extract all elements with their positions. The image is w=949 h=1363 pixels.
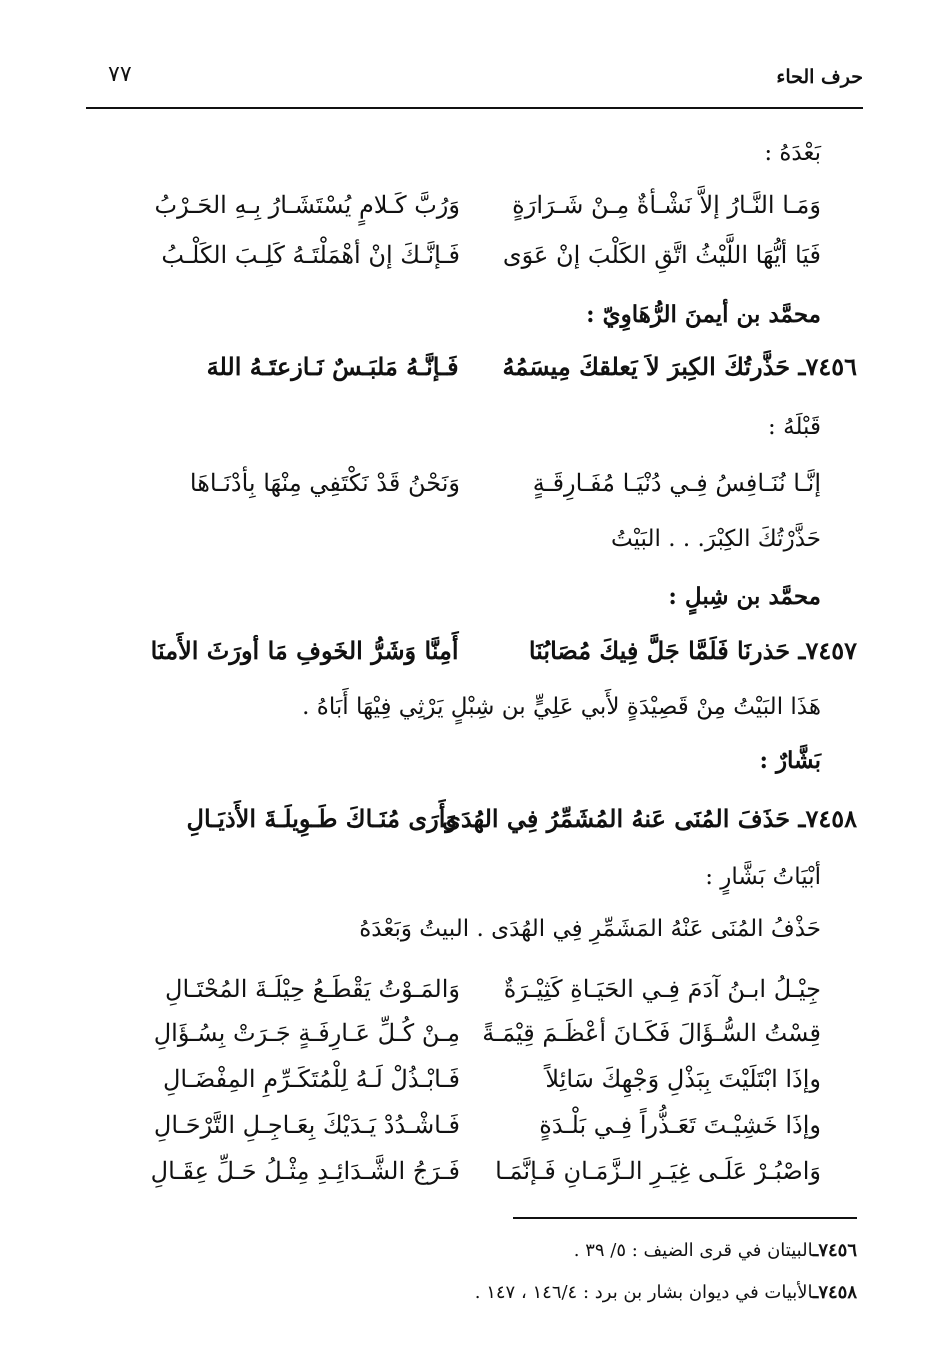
verse-line: [100, 1146, 821, 1196]
footnote-number: ٧٤٥٨ـ: [813, 1282, 857, 1303]
verse-first-hemistich: فَيَا أيُّهَا اللَّيْثُ اتَّقِ الكَلْبَ إنْ عَوَى: [502, 241, 821, 269]
verse-second-hemistich: فَـإنَّـكَ إنْ أهْمَلْتَـهُ كَلِـبَ الكَلْـبُ: [161, 241, 460, 269]
verse-first-hemistich: [442, 794, 857, 844]
verse-number: ٧٤٥٦ـ: [798, 352, 857, 381]
prose-text: هَذَا البَيْتُ مِنْ قَصِيْدَةٍ لأَبي عَلِيٍّ بن شِبْلٍ يَرْثِي فِيْهَا أَبَاهُ .: [302, 694, 821, 720]
verse-first-hemistich: قِسْتُ السُّـؤَالَ فَكَـانَ أعْظَـمَ قِيْمَـةً: [482, 1019, 821, 1047]
label-line: [100, 514, 821, 564]
label-text: قَبْلَهُ :: [768, 414, 821, 440]
numbered-verse-7458: [100, 794, 857, 844]
label-text: حَذَّرْتُكَ الكِبْرَ. . . البَيْتُ: [611, 526, 821, 552]
verse-line: [100, 458, 821, 508]
chapter-title: حرف الحاء: [776, 66, 863, 88]
poet-name-text: محمَّد بن شِبلٍ :: [668, 583, 821, 610]
verse-line: [100, 964, 821, 1014]
poet-name: [100, 736, 821, 786]
verse-first-hemistich: وإذَا خَشِيْـتَ تَعَـذُّراً فِـي بَلْـدَةٍ: [539, 1111, 821, 1139]
label-text: بَعْدَهُ :: [764, 140, 821, 166]
verse-second-hemistich: وَرُبَّ كَـلامٍ يُسْتَشَـارُ بِـهِ الحَـرْبُ: [154, 191, 460, 219]
verse-line: [100, 1054, 821, 1104]
verse-second-hemistich: فَـابْـذُلْ لَـهُ لِلْمُتَكَـرِّمِ المِفْضَـالِ: [162, 1065, 460, 1093]
verse-second-hemistich: مِـنْ كُـلِّ عَـارِفَـةٍ جَـرَتْ بِسُـؤَالِ: [153, 1019, 460, 1047]
verse-line: [100, 1100, 821, 1150]
verse-line: [100, 1008, 821, 1058]
label-line: [100, 852, 821, 902]
verse-second-hemistich: أَمِنَّا وَشَرُّ الخَوفِ مَا أورَثَ الأَمنَا: [150, 636, 459, 665]
prose-line: [100, 904, 821, 954]
verse-first-text: حَذرنَا فَلَمَّا جَلَّ فِيكَ مُصَابُنَا: [528, 636, 791, 665]
label-text: أبْيَاتُ بَشَّارٍ :: [705, 864, 821, 890]
prose-line: [100, 682, 821, 732]
verse-first-hemistich: وَاصْبُـرْ عَلَـى غِيَـرِ الـزَّمَـانِ فَـإنَّمَـا: [495, 1157, 821, 1185]
verse-second-hemistich: وَأَرَى مُنَـاكَ طَـوِيلَـةَ الأَذيَـالِ: [186, 804, 457, 833]
verse-first-text: حَذَفَ المُنَى عَنهُ المُشَمِّرُ فِي الهُدَى: [442, 804, 791, 833]
verse-number: ٧٤٥٨ـ: [798, 804, 857, 833]
numbered-verse-7456: [100, 342, 857, 392]
verse-second-hemistich: فَـإنَّـهُ مَلبَـسٌ نَـازعتَـهُ اللهَ: [206, 352, 459, 381]
footnote-text: الأبيات في ديوان بشار بن برد : ١٤٦/٤ ، ١٤٧ .: [474, 1282, 814, 1303]
numbered-verse-7457: [100, 626, 857, 676]
verse-second-hemistich: وَنَحْنُ قَدْ نَكْتَفِي مِنْهَا بِأدْنَـاهَا: [189, 469, 460, 497]
verse-first-hemistich: [459, 342, 857, 392]
verse-second-hemistich: فَـرَجُ الشَّـدَائِـدِ مِثْـلُ حَـلِّ عِقَـالِ: [150, 1157, 460, 1185]
verse-first-hemistich: [459, 626, 857, 676]
prose-text: حَذْفُ المُنَى عَنْهُ المَشَمِّرِ فِي الهُدَى . البيتُ وَبَعْدَهُ: [359, 916, 821, 942]
poet-name: [100, 290, 821, 340]
verse-first-hemistich: وَمَـا النَّـارُ إلاَّ نَشْـأةٌ مِـنْ شَـرَارَةٍ: [512, 191, 821, 219]
poet-name: [100, 572, 821, 622]
label-line: [100, 128, 821, 178]
footnote-text: البيتان في قرى الضيف : ٥/ ٣٩ .: [573, 1240, 814, 1261]
footnote: [110, 1276, 857, 1310]
running-header: [86, 52, 863, 96]
poet-name-text: محمَّد بن أيمنَ الرُّهَاوِيّ :: [586, 301, 821, 328]
footnote-rule: [513, 1217, 857, 1219]
verse-number: ٧٤٥٧ـ: [798, 636, 857, 665]
verse-first-hemistich: إنَّـا نُنَـافِسُ فِـي دُنْيَـا مُفَـارِقَـةٍ: [532, 469, 821, 497]
verse-second-hemistich: وَالمَـوْتُ يَقْطَـعُ حِيْلَـةَ المُحْتَـالِ: [165, 975, 460, 1003]
verse-second-hemistich: فَـاشْـدُدْ يَـدَيْكَ بِعَـاجِـلِ التَّرْحَـالِ: [153, 1111, 460, 1139]
verse-first-text: حَذَّرتُكَ الكِبرَ لاَ يَعلقكَ مِيسَمُهُ: [502, 352, 791, 381]
verse-line: [100, 230, 821, 280]
verse-first-hemistich: جِيْـلُ ابـنُ آدَمَ فِـي الحَيَـاةِ كَثِيْـرَةٌ: [503, 975, 821, 1003]
header-rule: [86, 107, 863, 109]
verse-line: [100, 180, 821, 230]
label-line: [100, 402, 821, 452]
verse-first-hemistich: وإذَا ابْتَلَيْتَ بِبَذْلِ وَجْهِكَ سَائِلاً: [545, 1065, 821, 1093]
poet-name-text: بَشَّارٌ :: [759, 747, 821, 774]
footnote-number: ٧٤٥٦ـ: [813, 1240, 857, 1261]
page-number: ٧٧: [108, 62, 132, 87]
footnote: [110, 1234, 857, 1268]
